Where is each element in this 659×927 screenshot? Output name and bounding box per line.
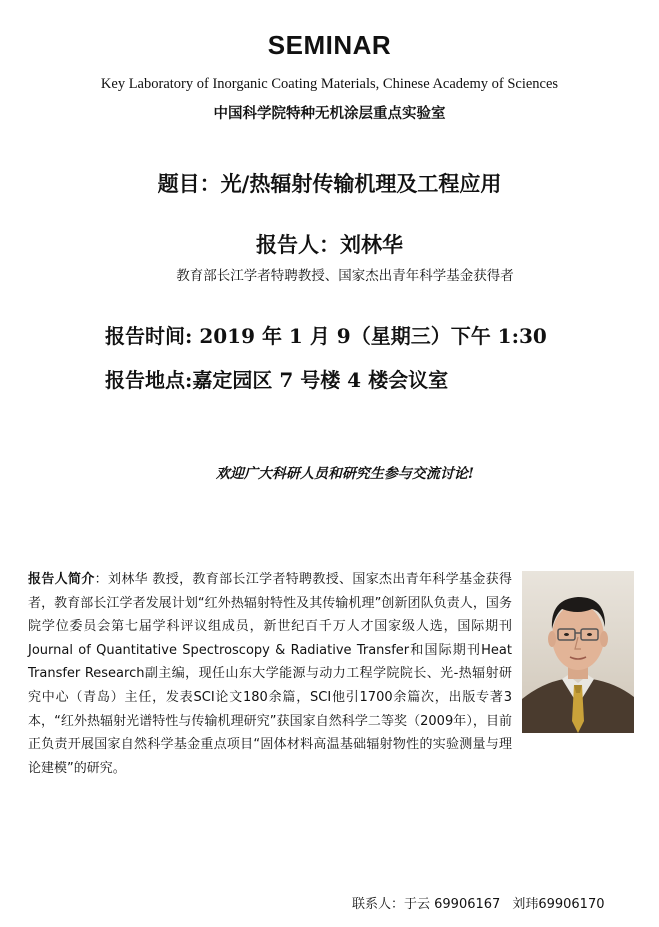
bio-text: ：刘林华 教授，教育部长江学者特聘教授、国家杰出青年科学基金获得者，教育部长江学者发展计划“红外热辐射特性及其传输机理”创新团队负责人，国务院学位委员会第七届学科评议组成员，新世纪百千万人才国家级人选，国际期刊Journal of Quantitative Spectroscopy & Radiative Transfer和国际期刊Heat Transfer Research副主编，现任山东大学能源与动力工程学院院长、光-热辐射研究中心（青岛）主任，发表SCI论文180余篇，SCI他引1700余篇次，出版专著3本，“红外热辐射光谱特性与传输机理研究”获国家自然科学二等奖（2009年），目前正负责开展国家自然科学基金重点项目“固体材料高温基础辐射物性的实验测量与理论建模”的研究。 [28, 572, 512, 776]
contact-person-1: 联系人：于云 69906167 [352, 897, 501, 912]
speaker-bio [28, 568, 634, 780]
talk-time: 报告时间: 2019 年 1 月 9（星期三）下午 1:30 [105, 324, 547, 348]
contact-person-2: 刘玮69906170 [512, 897, 605, 912]
speaker-title: 教育部长江学者特聘教授、国家杰出青年科学基金获得者 [176, 268, 514, 284]
talk-topic: 题目：光/热辐射传输机理及工程应用 [157, 171, 502, 196]
talk-place: 报告地点:嘉定园区 7 号楼 4 楼会议室 [105, 368, 449, 392]
portrait-image [522, 571, 634, 733]
seminar-title: SEMINAR [267, 30, 392, 60]
speaker-photo [522, 571, 634, 733]
welcome-message: 欢迎广大科研人员和研究生参与交流讨论! [215, 466, 475, 482]
lab-name-chinese: 中国科学院特种无机涂层重点实验室 [213, 106, 446, 122]
speaker-name: 报告人：刘林华 [256, 232, 403, 257]
bio-label: 报告人简介 [28, 572, 95, 587]
lab-name-english: Key Laboratory of Inorganic Coating Materials, Chinese Academy of Sciences [100, 76, 559, 92]
contact-info [352, 893, 616, 912]
